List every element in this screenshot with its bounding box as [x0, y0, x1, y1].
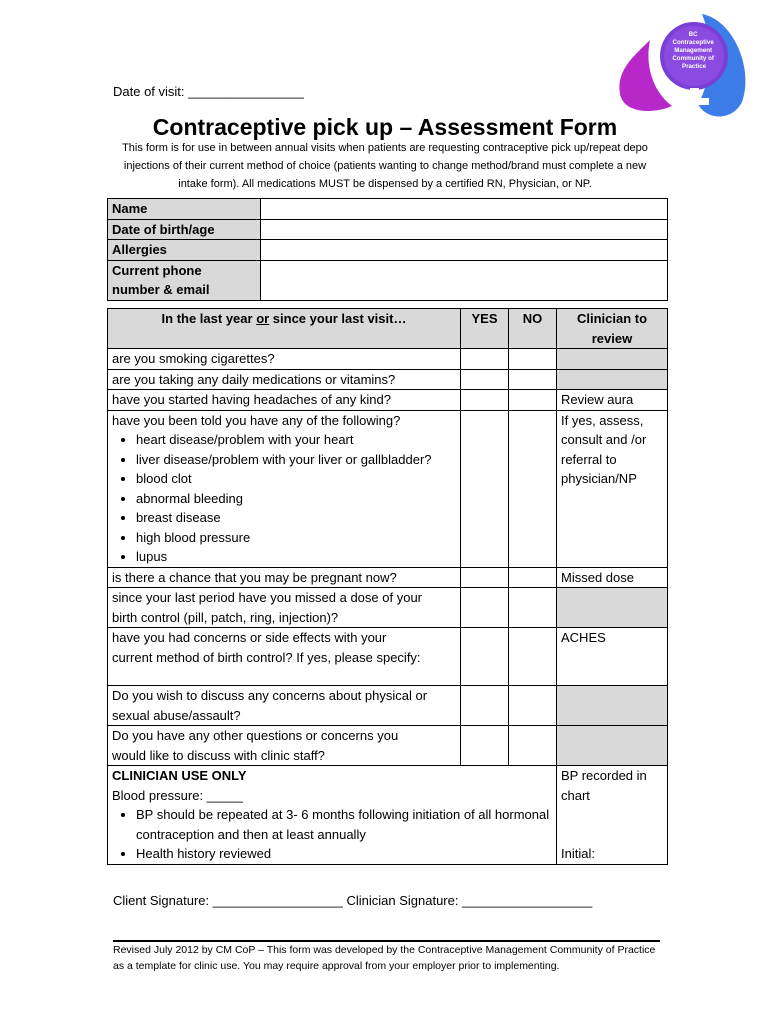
q-pregnant-review: Missed dose [557, 567, 668, 588]
questions-header: In the last year or since your last visit… [108, 309, 461, 349]
condition-item: • abnormal bleeding [136, 489, 456, 509]
q-side-effects-yes[interactable] [461, 628, 509, 686]
q-missed-dose-no[interactable] [509, 588, 557, 628]
logo-text: BC Contraceptive Management Community of Practice [672, 31, 714, 70]
q-smoking-review [557, 349, 668, 370]
bp-recorded-cell: BP recorded in chart Initial: [557, 766, 668, 865]
condition-item: • heart disease/problem with your heart [136, 430, 456, 450]
intro-text: This form is for use in between annual visits when patients are requesting contraceptive pick up/repeat depo injections of their current method of choice (patients wanting to change method/brand must complete a new intake form). All medications MUST be dispensed by a certified RN, Physician, or NP. [122, 142, 648, 190]
q-headaches-yes[interactable] [461, 390, 509, 411]
q-conditions-review: If yes, assess, consult and /or referral to physician/NP [557, 410, 668, 567]
q-pregnant-no[interactable] [509, 567, 557, 588]
q-abuse-review [557, 686, 668, 726]
phone-email-label [108, 260, 261, 300]
dob-field[interactable] [261, 219, 668, 240]
q-other-no[interactable] [509, 726, 557, 766]
phone-label-line2: number & email [112, 282, 210, 297]
q-conditions-yes[interactable] [461, 410, 509, 567]
q-conditions-no[interactable] [509, 410, 557, 567]
no-header: NO [509, 309, 557, 349]
q-headaches-review: Review aura [557, 390, 668, 411]
clinician-use-heading: CLINICIAN USE ONLY [112, 768, 247, 783]
condition-item: • liver disease/problem with your liver or gallbladder? [136, 450, 456, 470]
q-other: Do you have any other questions or concerns you would like to discuss with clinic staff? [108, 726, 461, 766]
q-side-effects-no[interactable] [509, 628, 557, 686]
name-field[interactable] [261, 199, 668, 220]
q-missed-dose: since your last period have you missed a dose of your birth control (pill, patch, ring, injection)? [108, 588, 461, 628]
footer-text: Revised July 2012 by CM CoP – This form was developed by the Contraceptive Management Community of Practice as a template for clinic use. You may require approval from your employer prior to implementing. [113, 944, 656, 972]
q-pregnant-yes[interactable] [461, 567, 509, 588]
q-meds-yes[interactable] [461, 369, 509, 390]
clinician-review-header: Clinician to review [557, 309, 668, 349]
q-abuse-yes[interactable] [461, 686, 509, 726]
q-missed-dose-review [557, 588, 668, 628]
q-other-yes[interactable] [461, 726, 509, 766]
client-info-table [107, 198, 668, 301]
clinician-use-section [108, 766, 557, 865]
phone-label-line1: Current phone [112, 262, 202, 278]
cmcop-logo [614, 10, 754, 125]
dob-label: Date of birth/age [108, 219, 261, 240]
signatures-line[interactable]: Client Signature: __________________ Clinician Signature: __________________ [113, 893, 593, 908]
form-title: Contraceptive pick up – Assessment Form [152, 114, 618, 140]
q-meds: are you taking any daily medications or vitamins? [108, 369, 461, 390]
condition-item: • lupus [136, 547, 456, 567]
logo-venus-cross [680, 98, 709, 105]
condition-item: • high blood pressure [136, 528, 456, 548]
q-smoking-yes[interactable] [461, 349, 509, 370]
initial-field[interactable]: Initial: [561, 846, 595, 861]
name-label: Name [108, 199, 261, 220]
q-pregnant: is there a chance that you may be pregnant now? [108, 567, 461, 588]
bp-note: • BP should be repeated at 3- 6 months following initiation of all hormonal contraception and then at least annually [136, 805, 552, 844]
conditions-list [112, 430, 456, 567]
clinician-use-list [112, 805, 552, 864]
allergies-label: Allergies [108, 240, 261, 261]
q-headaches: have you started having headaches of any kind? [108, 390, 461, 411]
q-conditions [108, 410, 461, 567]
q-other-review [557, 726, 668, 766]
q-smoking: are you smoking cigarettes? [108, 349, 461, 370]
blood-pressure-field[interactable]: Blood pressure: _____ [112, 787, 243, 803]
q-smoking-no[interactable] [509, 349, 557, 370]
q-meds-review [557, 369, 668, 390]
q-abuse: Do you wish to discuss any concerns about physical or sexual abuse/assault? [108, 686, 461, 726]
q-side-effects: have you had concerns or side effects with your current method of birth control? If yes, please specify: [108, 628, 461, 686]
phone-email-field[interactable] [261, 260, 668, 300]
header-or: or [256, 311, 270, 326]
allergies-field[interactable] [261, 240, 668, 261]
q-headaches-no[interactable] [509, 390, 557, 411]
q-missed-dose-yes[interactable] [461, 588, 509, 628]
yes-header: YES [461, 309, 509, 349]
q-meds-no[interactable] [509, 369, 557, 390]
date-of-visit[interactable]: Date of visit: ________________ [113, 84, 304, 99]
questions-table [107, 308, 668, 865]
q-told: have you been told you have any of the following? [112, 412, 401, 428]
q-side-effects-review: ACHES [557, 628, 668, 686]
condition-item: • breast disease [136, 508, 456, 528]
q-abuse-no[interactable] [509, 686, 557, 726]
health-history-reviewed: • Health history reviewed [136, 844, 552, 864]
condition-item: • blood clot [136, 469, 456, 489]
